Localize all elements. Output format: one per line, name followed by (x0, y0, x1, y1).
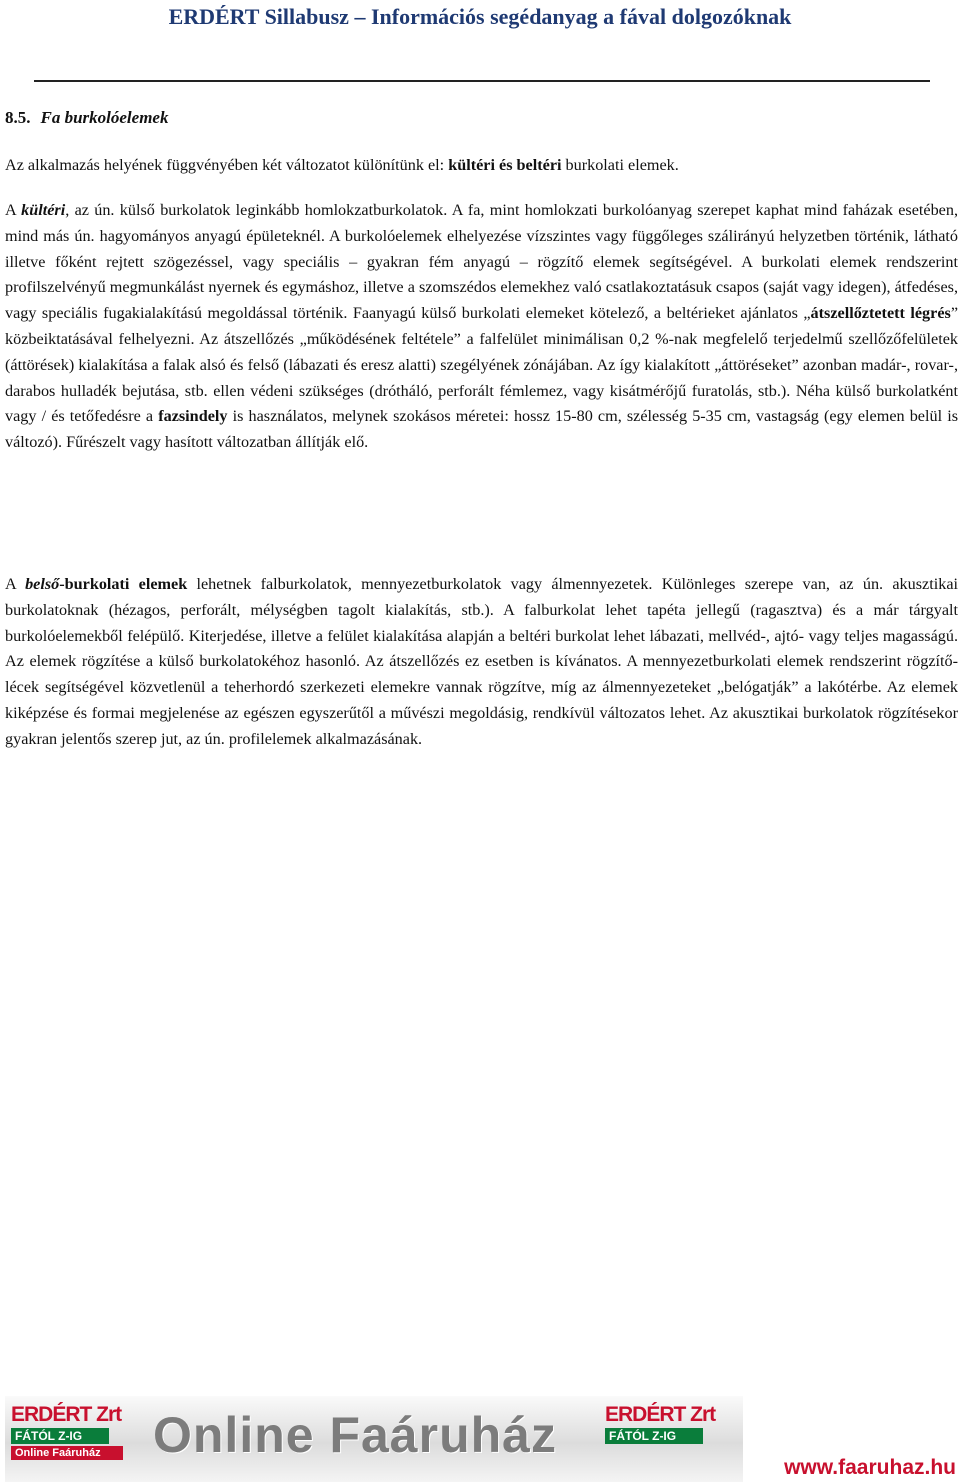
bold-term: -burkolati elemek (59, 575, 188, 593)
text-run: , az ún. külső burkolatok leginkább homlokzatburkolatok. A fa, mint homlokzati burkolóanyag szerepet kaphat mind faházak esetében, mind más ún. hagyományos anyagú épületeknél. A burkolóelemek elhelyezése vízszintes vagy függőleges szálirányú helyzetben történik, látható illetve főként rejtett szögezéssel, vagy speciális – gyakran fém anyagú – rögzítő elemek segítségével. A burkolati elemek rendszerint profilszelvényű megmunkálást nyernek és egymáshoz, illetve a szomszédos elemekhez való csatlakoztatásuk csapos (saját vagy idegen), átfedéses, vagy speciális fugakialakítású megoldással történik. Faanyagú külső burkolati elemeket kötelező, a beltérieket ajánlatos „ (5, 201, 959, 323)
footer-banner[interactable] (5, 1396, 743, 1482)
bold-italic-term: belső (25, 575, 60, 593)
section-heading (5, 108, 168, 128)
text-run: lehetnek falburkolatok, mennyezetburkolatok vagy álmennyezetek. Különleges szerepe van, az ún. akusztikai burkolatoknak (hézagos, perforált, mélységben tagolt kialakítás, stb.). A falburkolat lehet tapéta jellegű (ragasztva) és a már tárgyalt burkolóelemekből felépülő. Kiterjedése, illetve a felület kialakítása alapján a beltéri burkolat lehet lábazati, mellvéd-, ajtó- vagy teljes magasságú. Az elemek rögzítése a külső burkolatokéhoz hasonló. Az átszellőzés ez esetben is kívánatos. A mennyezetburkolati elemek rendszerint rögzítő-lécek segítségével közvetlenül a teherhordó szerkezeti elemekre vannak rögzítve, míg az álmennyezeteket „belógatják” a lakótérbe. Az elemek kiképzése és formai megjelenése az egészen egyszerűtől a művészi megoldásig, rendkívül változatos lehet. Az akusztikai burkolatok rögzítésekor gyakran jelentős szerep jut, az ún. profilelemek alkalmazásának. (5, 575, 959, 748)
text-run: burkolati elemek. (561, 156, 679, 174)
header-divider (34, 80, 930, 82)
banner-title: Online Faáruház (153, 1407, 557, 1463)
bold-term: átszellőztetett légrés (810, 304, 951, 323)
footer-website-link[interactable]: www.faaruhaz.hu (784, 1456, 956, 1479)
paragraph-intro (5, 153, 958, 179)
text-run: ” közbeiktatásával felhelyezni. Az átszellőzés „működésének feltétele” a falfelület minimálisan 0,2 %-nak megfelelő terjedelmű szellőzőfelületek (áttörések) kialakítása a falak alsó és felső (lábazati és eresz alatti) szegélyének zónájában. Az így kialakított „áttöréseket” azonban madár-, rovar-, darabos hulladék bejutása, stb. ellen védeni szükséges (drótháló, perforált fémlemez, vagy kisátmérőjű furatolás, stb.). Néha külső burkolatként vagy / és tetőfedésre a (5, 304, 959, 426)
text-run: A (5, 201, 22, 219)
text-run: is használatos, melynek szokásos méretei: hossz 15-80 cm, szélesség 5-35 cm, vastagság (egy elemen belül is változó). Fűrészelt vagy hasított változatban állítják elő. (5, 407, 958, 452)
text-run: A (5, 575, 26, 593)
text-run: Az alkalmazás helyének függvényében két változatot különítünk el: (5, 156, 449, 174)
erdert-logo-left (11, 1404, 139, 1468)
logo-brand-text: ERDÉRT Zrt (605, 1403, 716, 1426)
paragraph-interior (5, 572, 958, 753)
bold-italic-term: kültéri (21, 201, 66, 219)
paragraph-exterior (5, 198, 958, 456)
logo-tagline: FÁTÓL Z-IG (11, 1428, 109, 1444)
document-header-title: ERDÉRT Sillabusz – Információs segédanyag a fával dolgozóknak (168, 4, 792, 29)
bold-term: fazsindely (158, 407, 228, 426)
section-number: 8.5. (5, 108, 31, 127)
section-title: Fa burkolóelemek (40, 108, 169, 127)
logo-tagline: FÁTÓL Z-IG (605, 1428, 703, 1444)
erdert-logo-right (605, 1404, 733, 1468)
logo-online-label: Online Faáruház (11, 1446, 123, 1460)
logo-brand-text: ERDÉRT Zrt (11, 1403, 122, 1426)
bold-term: kültéri és beltéri (448, 156, 562, 174)
